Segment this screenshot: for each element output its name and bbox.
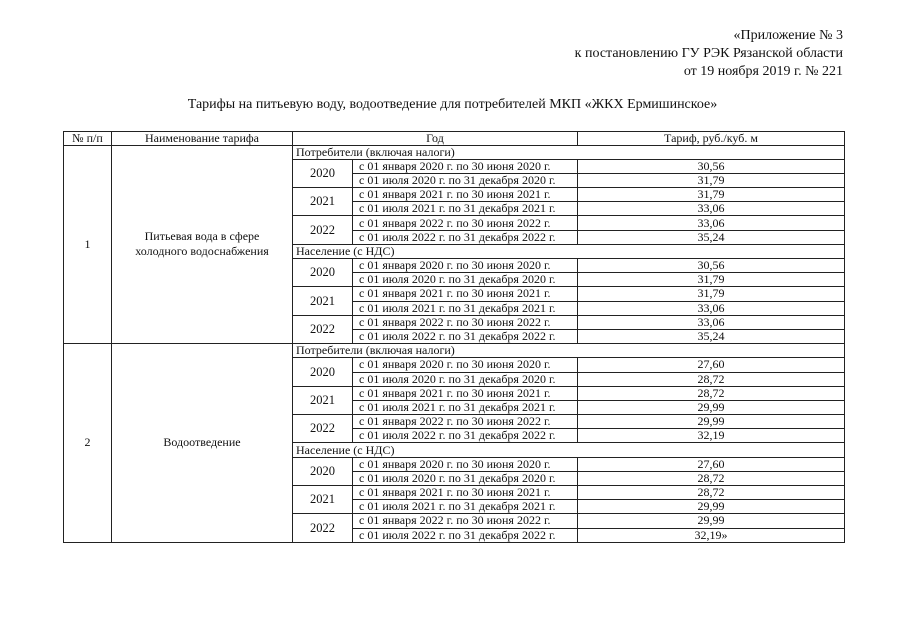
tariff-value: 33,06 [578,315,845,329]
tariff-value: 28,72 [578,471,845,485]
tariff-value: 29,99 [578,415,845,429]
tariff-value: 30,56 [578,259,845,273]
column-header-number: № п/п [64,132,112,146]
tariff-value: 30,56 [578,159,845,173]
document-header [575,27,843,81]
year-cell: 2022 [293,514,353,542]
tariff-value: 31,79 [578,273,845,287]
year-cell: 2021 [293,386,353,414]
period-cell: с 01 января 2020 г. по 30 июня 2020 г. [353,159,578,173]
period-cell: с 01 января 2022 г. по 30 июня 2022 г. [353,216,578,230]
tariff-value: 31,79 [578,173,845,187]
period-cell: с 01 января 2022 г. по 30 июня 2022 г. [353,315,578,329]
period-cell: с 01 июля 2021 г. по 31 декабря 2021 г. [353,202,578,216]
tariff-value: 32,19» [578,528,845,542]
tariff-value: 27,60 [578,457,845,471]
year-cell: 2022 [293,216,353,244]
tariff-value: 35,24 [578,230,845,244]
tariff-value: 33,06 [578,216,845,230]
year-cell: 2020 [293,259,353,287]
document-title: Тарифы на питьевую воду, водоотведение для потребителей МКП «ЖКХ Ермишинское» [187,97,718,112]
period-cell: с 01 января 2022 г. по 30 июня 2022 г. [353,415,578,429]
period-cell: с 01 января 2021 г. по 30 июня 2021 г. [353,386,578,400]
tariff-name: Водоотведение [112,344,293,543]
period-cell: с 01 января 2020 г. по 30 июня 2020 г. [353,457,578,471]
table-body [64,145,845,542]
period-cell: с 01 июля 2022 г. по 31 декабря 2022 г. [353,230,578,244]
tariff-value: 35,24 [578,329,845,343]
tariff-value: 31,79 [578,287,845,301]
year-cell: 2020 [293,159,353,187]
column-header-tariff: Тариф, руб./куб. м [578,132,845,146]
column-header-year: Год [293,132,578,146]
tariff-value: 29,99 [578,400,845,414]
tariff-value: 29,99 [578,500,845,514]
resolution-reference: к постановлению ГУ РЭК Рязанской области [574,46,843,61]
tariff-value: 33,06 [578,202,845,216]
year-cell: 2021 [293,486,353,514]
year-cell: 2020 [293,358,353,386]
period-cell: с 01 января 2022 г. по 30 июня 2022 г. [353,514,578,528]
tariff-value: 31,79 [578,188,845,202]
period-cell: с 01 июля 2021 г. по 31 декабря 2021 г. [353,301,578,315]
period-cell: с 01 января 2020 г. по 30 июня 2020 г. [353,358,578,372]
period-cell: с 01 июля 2020 г. по 31 декабря 2020 г. [353,471,578,485]
item-number: 2 [64,344,112,543]
table-row [64,145,845,159]
period-cell: с 01 июля 2022 г. по 31 декабря 2022 г. [353,429,578,443]
period-cell: с 01 июля 2022 г. по 31 декабря 2022 г. [353,528,578,542]
tariff-name: Питьевая вода в сфере холодного водоснабжения [112,145,293,344]
tariff-value: 33,06 [578,301,845,315]
tariff-value: 27,60 [578,358,845,372]
tariff-value: 28,72 [578,372,845,386]
year-cell: 2021 [293,287,353,315]
period-cell: с 01 июля 2022 г. по 31 декабря 2022 г. [353,329,578,343]
tariff-value: 28,72 [578,386,845,400]
year-cell: 2020 [293,457,353,485]
period-cell: с 01 января 2021 г. по 30 июня 2021 г. [353,486,578,500]
period-cell: с 01 июля 2021 г. по 31 декабря 2021 г. [353,400,578,414]
table-header-row [64,132,845,146]
column-header-name: Наименование тарифа [112,132,293,146]
resolution-date: от 19 ноября 2019 г. № 221 [683,64,843,79]
consumer-group-label: Потребители (включая налоги) [293,344,845,358]
period-cell: с 01 июля 2021 г. по 31 декабря 2021 г. [353,500,578,514]
tariff-value: 29,99 [578,514,845,528]
consumer-group-label: Население (с НДС) [293,244,845,258]
tariff-value: 32,19 [578,429,845,443]
item-number: 1 [64,145,112,344]
table-row [64,344,845,358]
period-cell: с 01 января 2020 г. по 30 июня 2020 г. [353,259,578,273]
period-cell: с 01 июля 2020 г. по 31 декабря 2020 г. [353,273,578,287]
year-cell: 2021 [293,188,353,216]
period-cell: с 01 июля 2020 г. по 31 декабря 2020 г. [353,173,578,187]
consumer-group-label: Потребители (включая налоги) [293,145,845,159]
period-cell: с 01 января 2021 г. по 30 июня 2021 г. [353,188,578,202]
tariff-value: 28,72 [578,486,845,500]
period-cell: с 01 января 2021 г. по 30 июня 2021 г. [353,287,578,301]
year-cell: 2022 [293,415,353,443]
consumer-group-label: Население (с НДС) [293,443,845,457]
period-cell: с 01 июля 2020 г. по 31 декабря 2020 г. [353,372,578,386]
appendix-label: «Приложение № 3 [733,28,843,43]
year-cell: 2022 [293,315,353,343]
tariff-table [63,131,845,543]
